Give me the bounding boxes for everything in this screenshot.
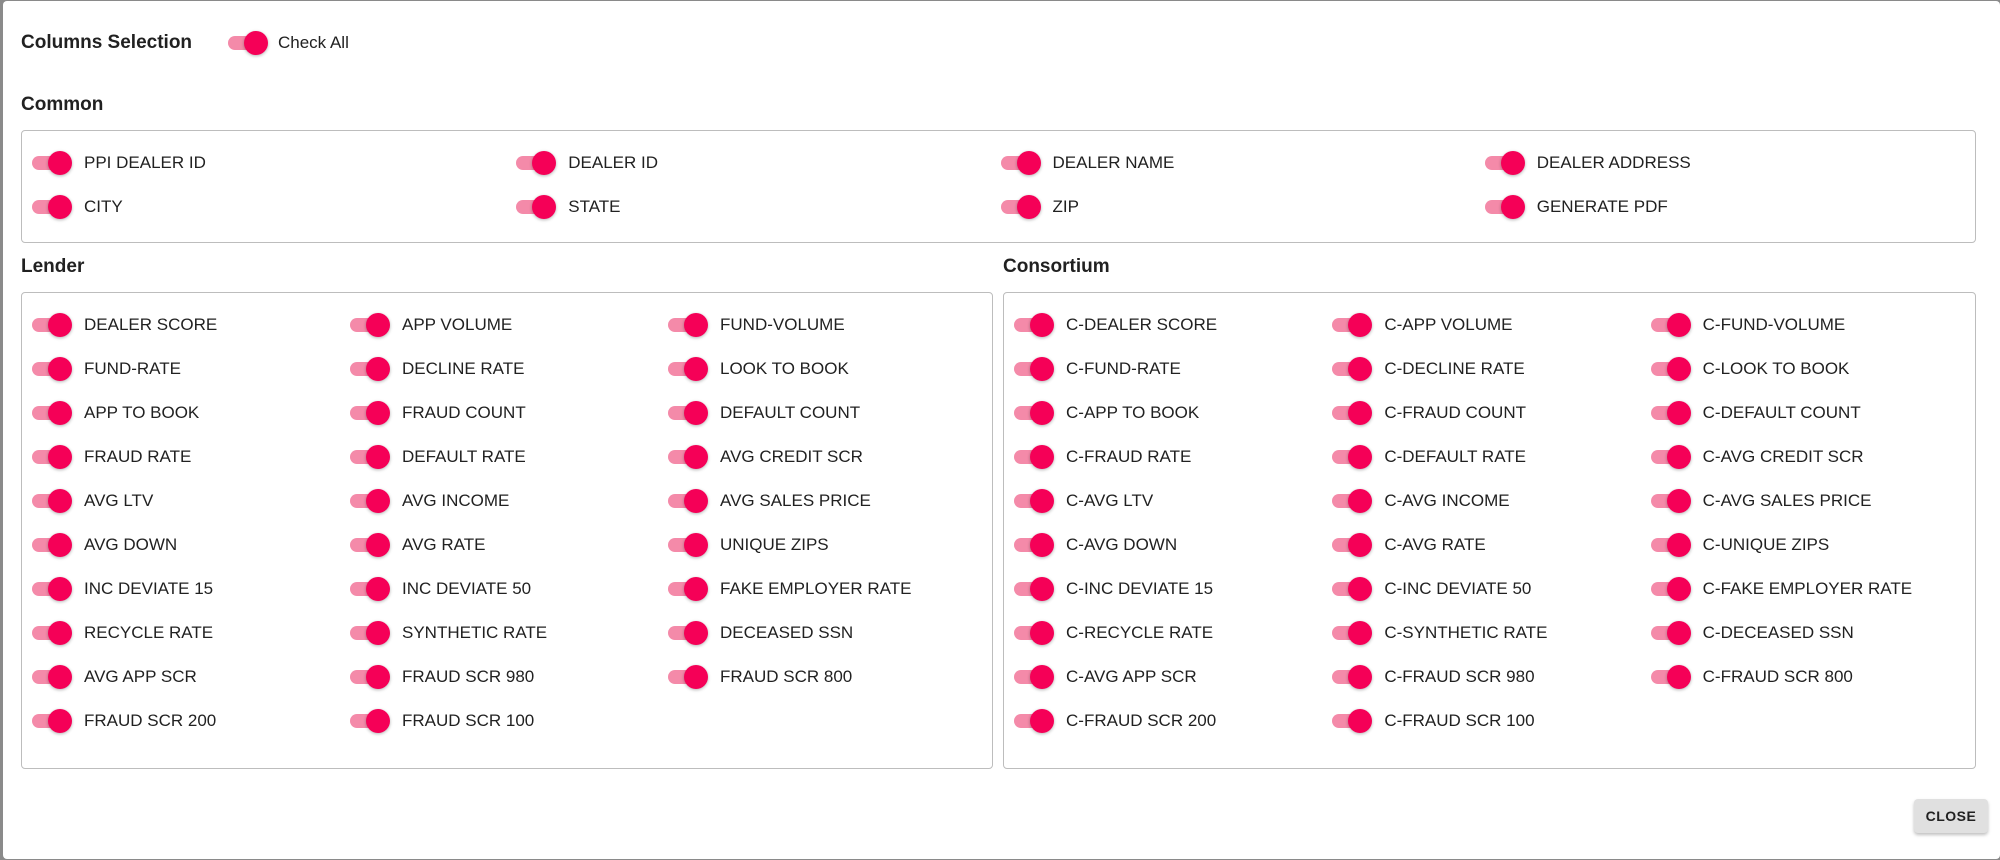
toggle-switch-icon[interactable] — [1330, 487, 1372, 515]
column-label: C-DEFAULT COUNT — [1702, 403, 1861, 422]
consortium-toggle-grid — [1012, 303, 1967, 743]
column-label: DEFAULT COUNT — [720, 403, 861, 422]
column-label: DECEASED SSN — [720, 623, 854, 642]
toggle-switch-icon[interactable] — [30, 399, 72, 427]
lender-column-toggle[interactable] — [666, 435, 984, 479]
column-label: FRAUD SCR 200 — [84, 711, 217, 730]
toggle-switch-icon[interactable] — [666, 531, 708, 559]
common-column-toggle[interactable] — [1483, 185, 1967, 229]
toggle-switch-icon[interactable] — [666, 487, 708, 515]
column-label: APP TO BOOK — [84, 403, 200, 422]
consortium-column-toggle[interactable] — [1330, 479, 1648, 523]
toggle-switch-icon[interactable] — [666, 399, 708, 427]
consortium-column-toggle[interactable] — [1649, 303, 1967, 347]
column-label: FRAUD SCR 100 — [402, 711, 535, 730]
consortium-column-toggle[interactable] — [1012, 567, 1330, 611]
column-label: RECYCLE RATE — [84, 623, 214, 642]
consortium-column-toggle[interactable] — [1012, 303, 1330, 347]
toggle-switch-icon[interactable] — [1012, 399, 1054, 427]
toggle-switch-icon[interactable] — [1649, 619, 1691, 647]
lender-column-toggle[interactable] — [30, 567, 348, 611]
column-label: GENERATE PDF — [1536, 197, 1668, 216]
toggle-switch-icon[interactable] — [1330, 399, 1372, 427]
toggle-switch-icon[interactable] — [348, 443, 390, 471]
common-column-toggle[interactable] — [999, 141, 1483, 185]
consortium-column-toggle[interactable] — [1012, 523, 1330, 567]
lender-column-toggle[interactable] — [666, 479, 984, 523]
toggle-switch-icon[interactable] — [666, 575, 708, 603]
column-label: C-INC DEVIATE 15 — [1066, 579, 1214, 598]
consortium-column-toggle[interactable] — [1012, 655, 1330, 699]
column-label: AVG DOWN — [84, 535, 178, 554]
column-label: LOOK TO BOOK — [720, 359, 849, 378]
toggle-switch-icon[interactable] — [30, 487, 72, 515]
lender-column-toggle[interactable] — [30, 303, 348, 347]
column-label: AVG APP SCR — [84, 667, 197, 686]
common-column-toggle[interactable] — [514, 141, 998, 185]
column-label: FRAUD SCR 800 — [720, 667, 853, 686]
column-label: C-AVG INCOME — [1384, 491, 1510, 510]
lender-column-toggle[interactable] — [348, 611, 666, 655]
lender-column-toggle[interactable] — [348, 303, 666, 347]
toggle-switch-icon[interactable] — [1649, 355, 1691, 383]
toggle-switch-icon[interactable] — [1012, 663, 1054, 691]
dialog-title: Columns Selection — [21, 32, 193, 53]
column-label: DECLINE RATE — [402, 359, 525, 378]
toggle-switch-icon[interactable] — [1330, 707, 1372, 735]
column-label: DEALER SCORE — [84, 315, 218, 334]
consortium-column-toggle[interactable] — [1012, 391, 1330, 435]
toggle-switch-icon[interactable] — [666, 311, 708, 339]
lender-column-toggle[interactable] — [30, 479, 348, 523]
column-label: C-AVG CREDIT SCR — [1702, 447, 1864, 466]
toggle-switch-icon[interactable] — [348, 707, 390, 735]
toggle-switch-icon[interactable] — [1012, 619, 1054, 647]
lender-column-toggle[interactable] — [348, 655, 666, 699]
column-label: FRAUD RATE — [84, 447, 192, 466]
column-label: C-SYNTHETIC RATE — [1384, 623, 1548, 642]
column-label: AVG LTV — [84, 491, 154, 510]
lender-column-toggle[interactable] — [666, 303, 984, 347]
toggle-switch-icon[interactable] — [30, 443, 72, 471]
toggle-switch-icon[interactable] — [1012, 531, 1054, 559]
column-label: C-AVG RATE — [1384, 535, 1486, 554]
column-label: FUND-VOLUME — [720, 315, 845, 334]
column-label: C-LOOK TO BOOK — [1702, 359, 1850, 378]
consortium-column-toggle[interactable] — [1012, 699, 1330, 743]
column-label: APP VOLUME — [402, 315, 513, 334]
toggle-switch-icon[interactable] — [514, 193, 556, 221]
toggle-switch-icon[interactable] — [348, 487, 390, 515]
consortium-column-toggle[interactable] — [1012, 479, 1330, 523]
toggle-switch-icon[interactable] — [1649, 663, 1691, 691]
toggle-switch-icon[interactable] — [999, 149, 1041, 177]
consortium-column-toggle[interactable] — [1649, 347, 1967, 391]
check-all-label: Check All — [278, 33, 349, 52]
toggle-switch-icon[interactable] — [30, 619, 72, 647]
column-label: C-AVG LTV — [1066, 491, 1154, 510]
consortium-section-box — [1003, 292, 1976, 769]
toggle-switch-icon[interactable] — [1330, 311, 1372, 339]
toggle-switch-icon[interactable] — [1012, 355, 1054, 383]
lender-column-toggle[interactable] — [666, 391, 984, 435]
common-column-toggle[interactable] — [514, 185, 998, 229]
column-label: CITY — [84, 197, 123, 216]
toggle-switch-icon[interactable] — [1483, 149, 1525, 177]
column-label: C-UNIQUE ZIPS — [1702, 535, 1830, 554]
close-button[interactable]: CLOSE — [1914, 799, 1988, 833]
dialog-header — [21, 27, 349, 59]
consortium-column-toggle[interactable] — [1012, 611, 1330, 655]
column-label: DEALER NAME — [1052, 153, 1175, 172]
column-label: C-AVG DOWN — [1066, 535, 1178, 554]
common-column-toggle[interactable] — [1483, 141, 1967, 185]
lender-column-toggle[interactable] — [666, 523, 984, 567]
column-label: FAKE EMPLOYER RATE — [720, 579, 912, 598]
toggle-switch-icon[interactable] — [30, 355, 72, 383]
toggle-switch-icon[interactable] — [1649, 443, 1691, 471]
consortium-column-toggle[interactable] — [1649, 435, 1967, 479]
consortium-column-toggle[interactable] — [1330, 567, 1648, 611]
toggle-switch-icon[interactable] — [1483, 193, 1525, 221]
consortium-column-toggle[interactable] — [1012, 347, 1330, 391]
toggle-switch-icon[interactable] — [999, 193, 1041, 221]
consortium-column-toggle[interactable] — [1649, 391, 1967, 435]
toggle-switch-icon[interactable] — [1330, 663, 1372, 691]
column-label: AVG SALES PRICE — [720, 491, 871, 510]
lender-toggle-grid — [30, 303, 984, 743]
column-label: C-AVG SALES PRICE — [1702, 491, 1872, 510]
lender-column-toggle[interactable] — [30, 523, 348, 567]
column-label: C-FUND-VOLUME — [1702, 315, 1846, 334]
toggle-switch-icon[interactable] — [348, 531, 390, 559]
column-label: C-DEFAULT RATE — [1384, 447, 1527, 466]
lender-section-box — [21, 292, 993, 769]
toggle-switch-icon[interactable] — [348, 399, 390, 427]
toggle-switch-icon[interactable] — [666, 443, 708, 471]
lender-column-toggle[interactable] — [348, 523, 666, 567]
common-column-toggle[interactable] — [30, 185, 514, 229]
toggle-switch-icon[interactable] — [514, 149, 556, 177]
column-label: INC DEVIATE 50 — [402, 579, 532, 598]
column-label: C-FRAUD RATE — [1066, 447, 1192, 466]
toggle-switch-icon[interactable] — [1012, 443, 1054, 471]
column-label: ZIP — [1052, 197, 1079, 216]
check-all-toggle[interactable] — [226, 29, 349, 57]
column-label: DEALER ADDRESS — [1536, 153, 1691, 172]
column-label: INC DEVIATE 15 — [84, 579, 214, 598]
consortium-section-title: Consortium — [1003, 256, 1110, 277]
column-label: C-INC DEVIATE 50 — [1384, 579, 1532, 598]
consortium-column-toggle[interactable] — [1330, 699, 1648, 743]
toggle-switch-icon[interactable] — [1649, 575, 1691, 603]
column-label: C-DECEASED SSN — [1702, 623, 1854, 642]
toggle-switch-icon[interactable] — [226, 29, 268, 57]
toggle-switch-icon[interactable] — [30, 575, 72, 603]
toggle-switch-icon[interactable] — [30, 149, 72, 177]
common-section-box — [21, 130, 1976, 243]
column-label: C-DEALER SCORE — [1066, 315, 1218, 334]
toggle-switch-icon[interactable] — [1649, 487, 1691, 515]
consortium-column-toggle[interactable] — [1330, 523, 1648, 567]
toggle-switch-icon[interactable] — [348, 619, 390, 647]
toggle-switch-icon[interactable] — [1330, 443, 1372, 471]
lender-column-toggle[interactable] — [666, 347, 984, 391]
column-label: C-APP TO BOOK — [1066, 403, 1200, 422]
lender-column-toggle[interactable] — [30, 699, 348, 743]
toggle-switch-icon[interactable] — [348, 311, 390, 339]
lender-section-title: Lender — [21, 256, 85, 277]
toggle-switch-icon[interactable] — [30, 311, 72, 339]
column-label: AVG RATE — [402, 535, 486, 554]
toggle-switch-icon[interactable] — [348, 355, 390, 383]
toggle-switch-icon[interactable] — [30, 193, 72, 221]
column-label: C-FUND-RATE — [1066, 359, 1181, 378]
lender-column-toggle[interactable] — [30, 435, 348, 479]
toggle-switch-icon[interactable] — [666, 663, 708, 691]
toggle-switch-icon[interactable] — [1012, 487, 1054, 515]
consortium-column-toggle[interactable] — [1330, 655, 1648, 699]
lender-column-toggle[interactable] — [348, 347, 666, 391]
column-label: DEFAULT RATE — [402, 447, 526, 466]
lender-column-toggle[interactable] — [30, 391, 348, 435]
common-section-title: Common — [21, 94, 104, 115]
consortium-column-toggle[interactable] — [1649, 479, 1967, 523]
column-label: FRAUD COUNT — [402, 403, 526, 422]
column-label: C-DECLINE RATE — [1384, 359, 1525, 378]
common-toggle-grid — [30, 141, 1967, 229]
consortium-column-toggle[interactable] — [1330, 347, 1648, 391]
toggle-switch-icon[interactable] — [666, 355, 708, 383]
lender-column-toggle[interactable] — [666, 567, 984, 611]
lender-column-toggle[interactable] — [666, 655, 984, 699]
column-label: UNIQUE ZIPS — [720, 535, 829, 554]
toggle-switch-icon[interactable] — [30, 663, 72, 691]
toggle-switch-icon[interactable] — [30, 531, 72, 559]
toggle-switch-icon[interactable] — [1330, 355, 1372, 383]
toggle-switch-icon[interactable] — [666, 619, 708, 647]
toggle-switch-icon[interactable] — [1330, 619, 1372, 647]
column-label: AVG INCOME — [402, 491, 510, 510]
column-label: C-FRAUD SCR 800 — [1702, 667, 1853, 686]
common-column-toggle[interactable] — [30, 141, 514, 185]
consortium-column-toggle[interactable] — [1649, 655, 1967, 699]
column-label: PPI DEALER ID — [84, 153, 206, 172]
column-label: SYNTHETIC RATE — [402, 623, 548, 642]
lender-column-toggle[interactable] — [30, 347, 348, 391]
lender-column-toggle[interactable] — [348, 391, 666, 435]
toggle-switch-icon[interactable] — [1012, 311, 1054, 339]
toggle-switch-icon[interactable] — [1649, 531, 1691, 559]
column-label: C-FAKE EMPLOYER RATE — [1702, 579, 1913, 598]
toggle-switch-icon[interactable] — [1330, 531, 1372, 559]
consortium-column-toggle[interactable] — [1330, 391, 1648, 435]
column-label: C-APP VOLUME — [1384, 315, 1513, 334]
lender-column-toggle[interactable] — [348, 435, 666, 479]
column-label: STATE — [568, 197, 621, 216]
consortium-column-toggle[interactable] — [1649, 567, 1967, 611]
toggle-switch-icon[interactable] — [30, 707, 72, 735]
toggle-switch-icon[interactable] — [348, 663, 390, 691]
common-column-toggle[interactable] — [999, 185, 1483, 229]
consortium-column-toggle[interactable] — [1012, 435, 1330, 479]
columns-selection-dialog — [3, 1, 2000, 859]
toggle-switch-icon[interactable] — [1649, 311, 1691, 339]
column-label: C-FRAUD COUNT — [1384, 403, 1526, 422]
lender-column-toggle[interactable] — [666, 611, 984, 655]
consortium-column-toggle[interactable] — [1649, 611, 1967, 655]
lender-column-toggle[interactable] — [30, 611, 348, 655]
column-label: C-FRAUD SCR 200 — [1066, 711, 1217, 730]
lender-column-toggle[interactable] — [348, 567, 666, 611]
column-label: C-FRAUD SCR 980 — [1384, 667, 1535, 686]
column-label: C-RECYCLE RATE — [1066, 623, 1214, 642]
toggle-switch-icon[interactable] — [1330, 575, 1372, 603]
column-label: C-AVG APP SCR — [1066, 667, 1197, 686]
lender-column-toggle[interactable] — [348, 479, 666, 523]
toggle-switch-icon[interactable] — [1649, 399, 1691, 427]
column-label: FUND-RATE — [84, 359, 181, 378]
consortium-column-toggle[interactable] — [1330, 611, 1648, 655]
consortium-column-toggle[interactable] — [1330, 435, 1648, 479]
column-label: FRAUD SCR 980 — [402, 667, 535, 686]
column-label: DEALER ID — [568, 153, 658, 172]
consortium-column-toggle[interactable] — [1649, 523, 1967, 567]
consortium-column-toggle[interactable] — [1330, 303, 1648, 347]
lender-column-toggle[interactable] — [348, 699, 666, 743]
toggle-switch-icon[interactable] — [1012, 707, 1054, 735]
toggle-switch-icon[interactable] — [348, 575, 390, 603]
column-label: AVG CREDIT SCR — [720, 447, 863, 466]
lender-column-toggle[interactable] — [30, 655, 348, 699]
column-label: C-FRAUD SCR 100 — [1384, 711, 1535, 730]
toggle-switch-icon[interactable] — [1012, 575, 1054, 603]
